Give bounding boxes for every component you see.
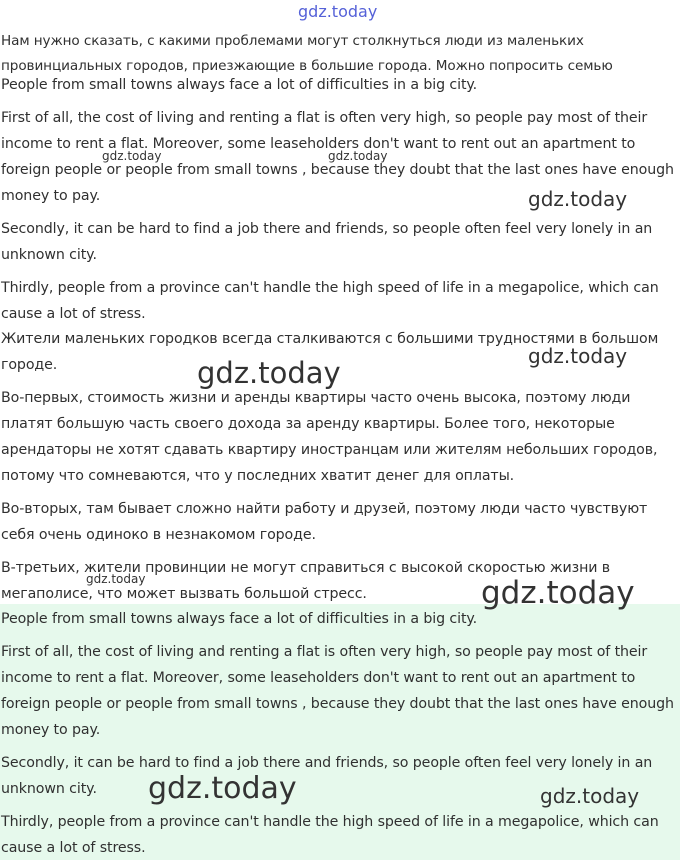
watermark-medium-1: gdz.today bbox=[528, 187, 628, 211]
english-intro-2: People from small towns always face a lot of difficulties in a big city. bbox=[1, 611, 478, 627]
watermark-medium-2: gdz.today bbox=[528, 344, 628, 368]
russian-second: Во-вторых, там бывает сложно найти работу и друзей, поэтому люди часто чувствуют себя очень одиноко в незнакомом городе. bbox=[1, 501, 648, 543]
russian-intro: Жители маленьких городков всегда сталкиваются с большими трудностями в большом городе. bbox=[1, 331, 659, 373]
russian-third: В-третьих, жители провинции не могут справиться с высокой скоростью жизни в мегаполисе, что может вызвать большой стресс. bbox=[1, 560, 611, 602]
english-first-2: First of all, the cost of living and renting a flat is often very high, so people pay most of their income to rent a flat. Moreover, some leaseholders don't want to rent out an apartment to foreign people or people from small towns , because they doubt that the last ones have enough money to pay. bbox=[1, 644, 674, 738]
watermark-small-2: gdz.today bbox=[328, 149, 388, 163]
watermark-small-3: gdz.today bbox=[86, 572, 146, 586]
watermark-large-1: gdz.today bbox=[197, 356, 341, 390]
english-second-1: Secondly, it can be hard to find a job there and friends, so people often feel very lonely in an unknown city. bbox=[1, 221, 653, 263]
english-third-1: Thirdly, people from a province can't handle the high speed of life in a megapolice, which can cause a lot of stress. bbox=[1, 280, 659, 322]
watermark-top: gdz.today bbox=[298, 2, 378, 21]
russian-first: Во-первых, стоимость жизни и аренды квартиры часто очень высока, поэтому люди платят большую часть своего дохода за аренду квартиры. Более того, некоторые арендаторы не хотят сдавать квартиру иностранцам или жителям небольших городов, потому что сомневаются, что у последних хватит денег для оплаты. bbox=[1, 390, 658, 484]
watermark-small-1: gdz.today bbox=[102, 149, 162, 163]
watermark-large-2: gdz.today bbox=[481, 575, 635, 611]
watermark-large-3: gdz.today bbox=[148, 771, 297, 806]
english-third-2: Thirdly, people from a province can't handle the high speed of life in a megapolice, which can cause a lot of stress. bbox=[1, 814, 659, 856]
task-text-block bbox=[0, 28, 680, 74]
watermark-medium-3: gdz.today bbox=[540, 784, 640, 808]
english-intro-1: People from small towns always face a lot of difficulties in a big city. bbox=[1, 77, 478, 93]
english-second-2: Secondly, it can be hard to find a job there and friends, so people often feel very lonely in an unknown city. bbox=[1, 755, 653, 797]
task-line-2: провинциальных городов, приезжающие в большие города. Можно попросить семью bbox=[1, 58, 613, 74]
english-first-1: First of all, the cost of living and renting a flat is often very high, so people pay most of their income to rent a flat. Moreover, some leaseholders don't want to rent out an apartment to foreign people or people from small towns , because they doubt that the last ones have enough money to pay. bbox=[1, 110, 674, 204]
task-line-1: Нам нужно сказать, с какими проблемами могут столкнуться люди из маленьких bbox=[1, 33, 584, 49]
highlighted-english-block bbox=[0, 604, 680, 860]
